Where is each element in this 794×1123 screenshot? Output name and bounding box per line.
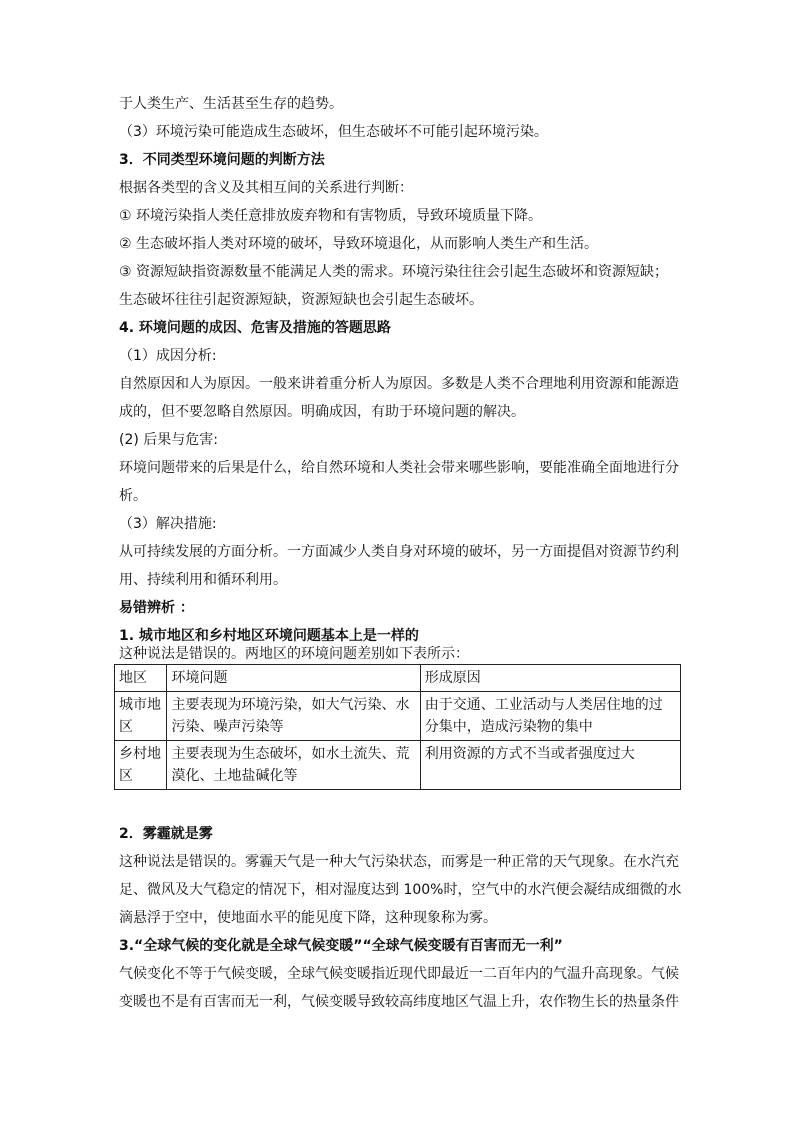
text-line: 用、持续利用和循环利用。 xyxy=(119,572,287,588)
text-line: 足、微风及大气稳定的情况下，相对湿度达到 100%时，空气中的水汽便会凝结成细微的水 xyxy=(119,882,682,898)
table-header-row xyxy=(115,665,681,692)
comparison-table xyxy=(114,664,681,790)
text-line: （1）成因分析: xyxy=(119,348,217,364)
section-heading: 3．不同类型环境问题的判断方法 xyxy=(119,152,325,168)
text-line: 成的，但不要忽略自然原因。明确成因，有助于环境问题的解决。 xyxy=(119,404,525,420)
text-line: 气候变化不等于气候变暖，全球气候变暖指近现代即最近一二百年内的气温升高现象。气候 xyxy=(119,966,679,982)
table-header-cell: 环境问题 xyxy=(167,665,420,692)
text-line: 根据各类型的含义及其相互间的关系进行判断： xyxy=(119,180,413,196)
section-heading: 易错辨析 ： xyxy=(119,600,194,616)
table-row xyxy=(115,692,681,741)
section-heading: 4. 环境问题的成因、危害及措施的答题思路 xyxy=(119,320,391,336)
table-header-cell: 地区 xyxy=(115,665,167,692)
table-cell-cause: 利用资源的方式不当或者强度过大 xyxy=(420,741,680,790)
text-line: 自然原因和人为原因。一般来讲着重分析人为原因。多数是人类不合理地利用资源和能源造 xyxy=(119,376,679,392)
text-line: 滴悬浮于空中，使地面水平的能见度下降，这种现象称为雾。 xyxy=(119,910,497,926)
text-line: 生态破坏往往引起资源短缺，资源短缺也会引起生态破坏。 xyxy=(119,292,483,308)
text-line: 变暖也不是有百害而无一利，气候变暖导致较高纬度地区气温上升，农作物生长的热量条件 xyxy=(119,994,679,1010)
section-heading: 1. 城市地区和乡村地区环境问题基本上是一样的 xyxy=(119,628,419,644)
text-line: （3）解决措施: xyxy=(119,516,217,532)
section-heading: 3.“全球气候的变化就是全球气候变暖”“全球气候变暖有百害而无一利” xyxy=(119,938,563,954)
text-line: 这种说法是错误的。两地区的环境问题差别如下表所示： xyxy=(119,646,469,662)
text-line: 这种说法是错误的。雾霾天气是一种大气污染状态，而雾是一种正常的天气现象。在水汽充 xyxy=(119,854,679,870)
text-line: ③ 资源短缺指资源数量不能满足人类的需求。环境污染往往会引起生态破坏和资源短缺； xyxy=(119,264,668,280)
table-row xyxy=(115,741,681,790)
table-cell-problem: 主要表现为环境污染，如大气污染、水污染、噪声污染等 xyxy=(167,692,420,741)
text-line: 析。 xyxy=(119,488,147,504)
table-cell-problem: 主要表现为生态破坏，如水土流失、荒漠化、土地盐碱化等 xyxy=(167,741,420,790)
text-line: 于人类生产、生活甚至生存的趋势。 xyxy=(119,96,343,112)
text-line: 从可持续发展的方面分析。一方面减少人类自身对环境的破坏，另一方面提倡对资源节约利 xyxy=(119,544,679,560)
text-line: (2) 后果与危害: xyxy=(119,432,218,448)
section-heading: 2．雾霾就是雾 xyxy=(119,826,213,842)
table-header-cell: 形成原因 xyxy=(420,665,680,692)
text-line: ① 环境污染指人类任意排放废弃物和有害物质，导致环境质量下降。 xyxy=(119,208,542,224)
table-cell-region: 城市地区 xyxy=(115,692,167,741)
table-cell-region: 乡村地区 xyxy=(115,741,167,790)
text-line: 环境问题带来的后果是什么，给自然环境和人类社会带来哪些影响，要能准确全面地进行分 xyxy=(119,460,679,476)
text-line: ② 生态破坏指人类对环境的破坏，导致环境退化，从而影响人类生产和生活。 xyxy=(119,236,598,252)
text-line: （3）环境污染可能造成生态破坏，但生态破坏不可能引起环境污染。 xyxy=(119,124,548,140)
table-cell-cause: 由于交通、工业活动与人类居住地的过分集中，造成污染物的集中 xyxy=(420,692,680,741)
